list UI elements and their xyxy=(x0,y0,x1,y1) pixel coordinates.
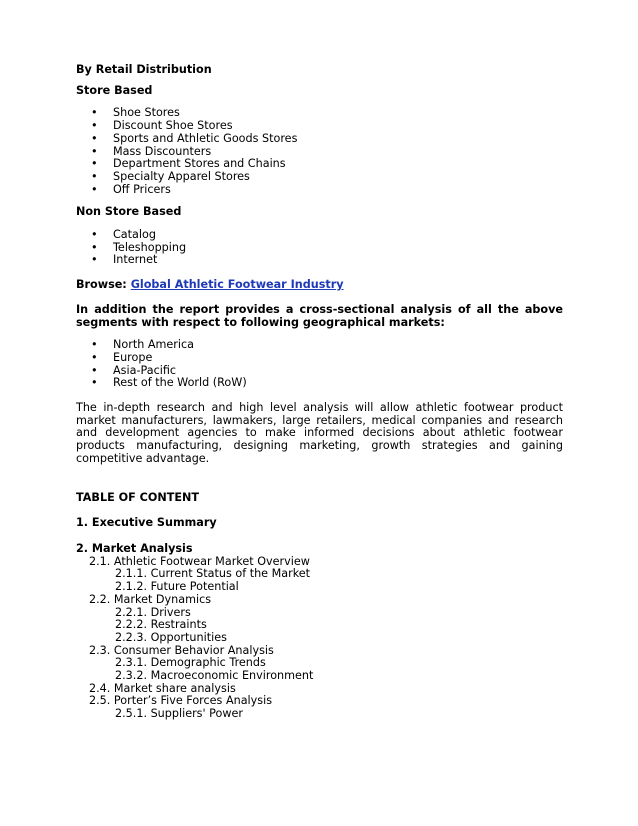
toc-section: 1. Executive Summary xyxy=(76,516,217,530)
list-item: • North America xyxy=(76,339,563,352)
toc-entry: 2.1. Athletic Footwear Market Overview xyxy=(89,554,310,568)
geo-intro: In addition the report provides a cross-sectional analysis of all the above segments with respect to following geographical markets: xyxy=(76,302,563,329)
toc-entry: 2.5.1. Suppliers' Power xyxy=(115,707,243,721)
toc-entry: 2.2. Market Dynamics xyxy=(89,592,212,606)
list-item: • Teleshopping xyxy=(76,242,563,255)
list-item: • Europe xyxy=(76,352,563,365)
list-item: • Mass Discounters xyxy=(76,146,563,159)
store-based-heading: Store Based xyxy=(76,83,153,97)
toc-entries xyxy=(76,556,563,721)
toc-entry: 2.2.1. Drivers xyxy=(115,605,191,619)
list-item: • Off Pricers xyxy=(76,184,563,197)
toc-entry: 2.3. Consumer Behavior Analysis xyxy=(89,643,274,657)
toc-entry: 2.3.2. Macroeconomic Environment xyxy=(115,669,314,683)
store-based-list xyxy=(76,107,563,196)
toc-section: 2. Market Analysis xyxy=(76,541,193,555)
toc-entry: 2.5. Porter’s Five Forces Analysis xyxy=(89,694,273,708)
list-item: • Discount Shoe Stores xyxy=(76,120,563,133)
browse-label: Browse: xyxy=(76,278,127,292)
non-store-based-list xyxy=(76,229,563,267)
geo-list xyxy=(76,339,563,390)
list-item: • Internet xyxy=(76,254,563,267)
toc-entry: 2.1.2. Future Potential xyxy=(115,580,239,594)
toc-entry: 2.3.1. Demographic Trends xyxy=(115,656,266,670)
list-item: • Rest of the World (RoW) xyxy=(76,377,563,390)
list-item: • Shoe Stores xyxy=(76,107,563,120)
summary-paragraph: The in-depth research and high level analysis will allow athletic footwear product market manufacturers, lawmakers, large retailers, medical companies and research and development agencies to make informed decisions about athletic footwear products manufacturing, designing marketing, growth strategies and gaining competitive advantage. xyxy=(76,401,563,465)
list-item: • Specialty Apparel Stores xyxy=(76,171,563,184)
document-page xyxy=(76,64,563,721)
list-item: • Sports and Athletic Goods Stores xyxy=(76,133,563,146)
toc-entry: 2.2.2. Restraints xyxy=(115,618,207,632)
toc-entry: 2.4. Market share analysis xyxy=(89,681,236,695)
toc-entry: 2.1.1. Current Status of the Market xyxy=(115,567,311,581)
browse-line xyxy=(76,279,563,292)
retail-distribution-heading: By Retail Distribution xyxy=(76,63,212,76)
non-store-based-heading: Non Store Based xyxy=(76,205,182,219)
list-item: • Asia-Pacific xyxy=(76,365,563,378)
toc-title: TABLE OF CONTENT xyxy=(76,490,200,504)
list-item: • Catalog xyxy=(76,229,563,242)
browse-link[interactable]: Global Athletic Footwear Industry xyxy=(130,278,344,292)
toc-entry: 2.2.3. Opportunities xyxy=(115,630,227,644)
list-item: • Department Stores and Chains xyxy=(76,158,563,171)
